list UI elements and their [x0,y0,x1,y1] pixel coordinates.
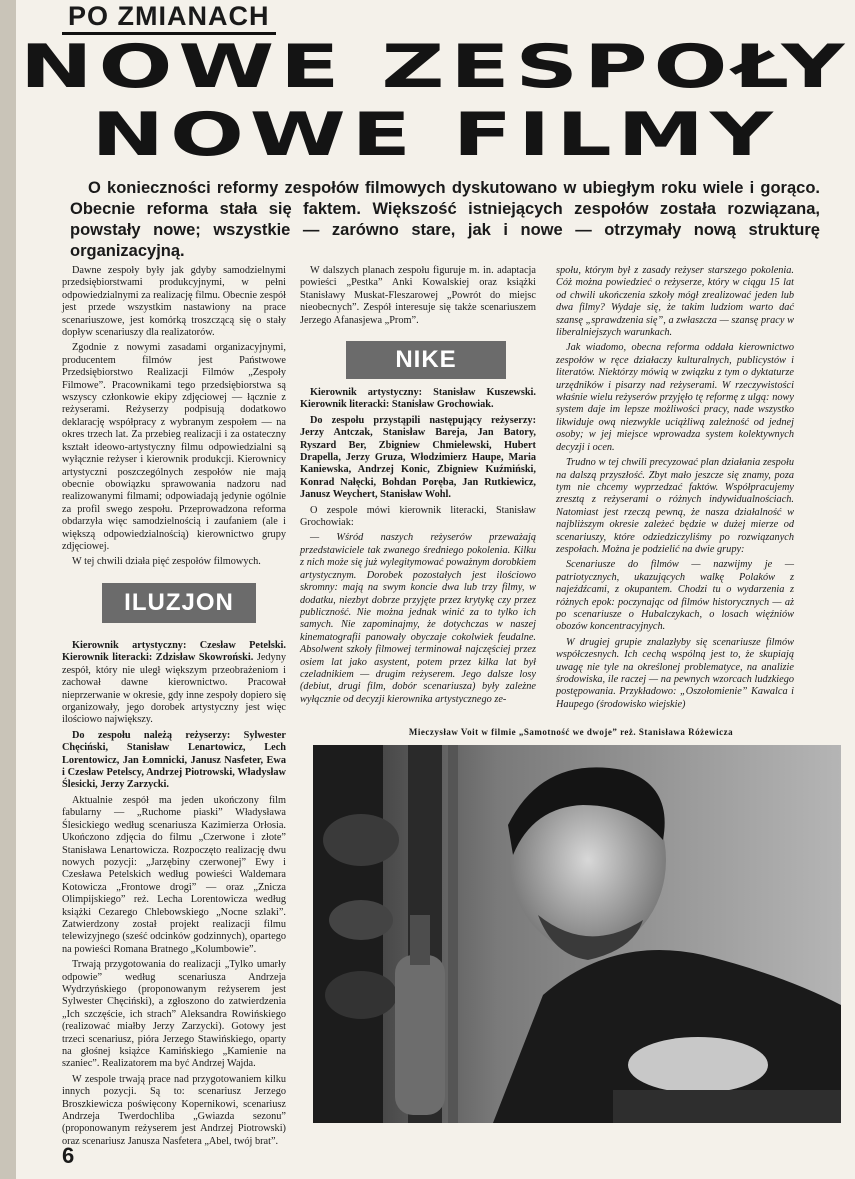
paragraph: W drugiej grupie znalazłyby się scenariusze filmów współczesnych. Ich cechą wspólną jest to, że skupiają uwagę nie tyle na określonej problematyce, na analizie środowiska, ile raczej — na pewnych wzorcach ludzkiego postępowania. Przykładowo: „Oszołomienie” Kawalca i Haupego (środowisko wiejskie) [556,636,794,710]
paragraph [62,730,286,792]
nike-leaders: Kierownik artystyczny: Stanisław Kuszewski. Kierownik literacki: Stanisław Grochowiak. [300,387,536,411]
paragraph: W dalszych planach zespołu figuruje m. in. adaptacja powieści „Pestka” Anki Kowalskiej oraz książki Stanisławy Muskat-Fleszarowej „Powrót do miejsc nieobecnych”. Zespół interesuje się także scenariuszem Jerzego Afanasjewa „Prom”. [300,265,536,326]
paragraph: Zgodnie z nowymi zasadami organizacyjnymi, producentem filmów jest Państwowe Przedsiębiorstwo Realizacji Filmów „Zespoły Filmowe”. Pracownikami tego przedsiębiorstwa są wszyscy członkowie ekipy zdjęciowej — łącznie z reżyserami. Reżyserzy podpisują dodatkowo deklarację współpracy z wybranym zespołem — na okres trzech lat. Za przebieg realizacji i za ostateczny kształt ideowo-artystyczny filmu odpowiedzialni są wyłącznie reżyser i kierownik produkcji. Kierownicy artystyczni poszczególnych zespołów nie mają obecnie obowiązku sprawowania nadzoru nad realizowanymi filmami; odpowiadają jedynie ogólnie za profil swego zespołu. Przeprowadzona reforma obdarzyła więc samodzielnością i zaufaniem (ale i większą odpowiedzialnością) kierownictwo grupy zdjęciowej. [62,342,286,552]
photo-caption: Mieczysław Voit w filmie „Samotność we dwoje” reż. Stanisława Różewicza [408,727,734,737]
paragraph [300,415,536,502]
column-1-bottom [62,640,286,1151]
page-edge [0,0,16,1179]
nike-heading-badge: NIKE [346,341,506,379]
column-1-top [62,265,286,572]
column-3 [556,265,794,714]
nike-directors: Do zespołu przystąpili następujący reżyserzy: Jerzy Antczak, Stanisław Bareja, Jan Batory, Ryszard Ber, Zbigniew Chmielewski, Hubert Drapella, Jerzy Gruza, Włodzimierz Haupe, Maria Kaniewska, Andrzej Konic, Zbigniew Kuźmiński, Konrad Nałęcki, Bohdan Poręba, Jan Rutkiewicz, Janusz Weychert, Stanisław Wohl. [300,414,536,501]
column-2-bottom [300,387,536,709]
paragraph: Aktualnie zespół ma jeden ukończony film fabularny — „Ruchome piaski” Władysława Ślesickiego według scenariusza Kazimierza Orłosia. Ukończono zdjęcia do filmu „Czerwone i złote” Stanisława Lenartowicza. Rozpoczęto realizację dwu nowych pozycji: „Jarzębiny czerwonej” Ewy i Czesława Petelskich według powieści Waldemara Kotowicza „Frontowe drogi” — oraz „Znicza Olimpijskiego” reż. Lecha Lorentowicza według książki Cezarego Chlebowskiego „Nocne szlaki”. Zatwierdzony został projekt realizacji filmu telewizyjnego (sześć odcinków godzinnych), opartego na powieści Romana Bratnego „Kolumbowie”. [62,794,286,955]
iluzjon-heading-badge: ILUZJON [102,583,256,623]
page-number: 6 [62,1143,75,1168]
film-still-illustration [313,745,841,1123]
paragraph: Trwają przygotowania do realizacji „Tylko umarły odpowie” według scenariusza Andrzeja Wydrzyńskiego (proponowanym reżyserem jest Sylwester Chęciński), a zgłoszono do zatwierdzenia „Ich szczęście, ich strach” Aleksandra Rowińskiego (realizować miałby Jerzy Zarzycki). Gotowy jest trzeci scenariusz, pióra Jerzego Stawińskiego, oparty na głośnej książce Kamińskiego „Kamienie na szaniec”. Realizatorem ma być Andrzej Wajda. [62,959,286,1070]
quote-paragraph: — Wśród naszych reżyserów przeważają przedstawiciele tak zwanego średniego pokolenia. Kilku z nich może się już wylegitymować poważnym dorobkiem artystycznym. Dorobek pozostałych jest ilościowo skromny: mają na swym koncie dwa lub trzy filmy, w dodatku, niezbyt dobrze przyjęte przez krytykę czy przez publiczność. Nie można jednak winić za to tylko ich samych. Nie zapominajmy, że dotychczas w naszej kinematografii panowały obyczaje cokolwiek feudalne. Absolwent szkoły filmowej terminował najczęściej przez osiem lat jako asystent, potem przez kilka lat był czeladnikiem — drugim reżyserem. Jego dalsze losy (debiut, drugi film, dobór scenariusza) były zależne wyłącznie od decyzji kierownika artystycznego ze- [300,532,536,705]
paragraph: Dawne zespoły były jak gdyby samodzielnymi przedsiębiorstwami produkcyjnymi, w pełni odpowiedzialnymi za realizację filmu. Obecnie zespół jest przede wszystkim nastawiony na prace scenariuszowe, jest komórką troszczącą się o stały dopływ scenariuszy dla realizatorów. [62,265,286,339]
paragraph: W tej chwili działa pięć zespołów filmowych. [72,556,261,568]
film-still-photo [313,745,841,1123]
iluzjon-directors: Do zespołu należą reżyserzy: Sylwester Chęciński, Stanisław Lenartowicz, Lech Lorentowicz, Jan Łomnicki, Janusz Nasfeter, Ewa i Czesław Petelscy, Andrzej Piotrowski, Władysław Ślesicki, Jerzy Zarzycki. [62,729,286,791]
iluzjon-intro: Jedyny zespół, który nie uległ większym przeobrażeniom i zachował dawne kierownictwo. Pracował nieprzerwanie w okresie, gdy inne zespoły dopiero się organizowały, jego dorobek artystyczny jest więc ilościowo największy. [62,652,286,726]
paragraph: społu, którym był z zasady reżyser starszego pokolenia. Cóż można powiedzieć o reżyserze, który w ciągu 15 lat od chwili ukończenia szkoły mógł zrealizować jeden lub dwa filmy? Wydaje się, że takim ludziom warto dać szansę „sprawdzenia się”, a zwłaszcza — szansę pracy w liberalniejszych warunkach. [556,265,794,339]
paragraph: W zespole trwają prace nad przygotowaniem kilku innych pozycji. Są to: scenariusz Jerzego Broszkiewicza poświęcony Kopernikowi, scenariusz Andrzeja Twerdochliba „Gwiazda sezonu” (proponowanym reżyserem jest Andrzej Piotrowski) oraz scenariusz Janusza Nasfetera „Abel, twój brat”. [62,1073,286,1147]
paragraph: Jak wiadomo, obecna reforma oddała kierownictwo zespołów w ręce działaczy kulturalnych, publicystów i literatów. Niektórzy mówią w związku z tym o dyktaturze urzędników i pisarzy nad reżyserami. W rzeczywistości właśnie wielu reżyserów przyjęło tę reformę z ulgą: nowy system daje im lepsze możliwości pracy, nade wszystko likwiduje ową niezwykle uciążliwą zależność od jednej osoby; w jej miejsce wprowadza system kolektywnych decyzji i ocen. [556,342,794,453]
section-label: PO ZMIANACH [62,0,276,35]
paragraph: Trudno w tej chwili precyzować plan działania zespołu na dalszą przyszłość. Zbyt mało jeszcze się znamy, poza tym nie chcemy wyprzedzać faktów. Współpracujemy zresztą z reżyserami o różnych indywidualnościach. Natomiast jest rzeczą pewną, że nasza działalność w najbliższym okresie zależeć będzie w dużej mierze od scenariuszy, które odziedziczyliśmy po rozwiązanych zespołach. Można je podzielić na dwie grupy: [556,457,794,555]
paragraph: O zespole mówi kierownik literacki, Stanisław Grochowiak: [300,504,536,529]
headline-line-2: NOWE FILMY [91,100,779,170]
column-2-top [300,265,536,330]
lead-paragraph: O konieczności reformy zespołów filmowych dyskutowano w ubiegłym roku wiele i gorąco. Obecnie reforma stała się faktem. Większość istniejących zespołów została rozwiązana, powstały nowe; wszystkie — zarówno stare, jak i nowe — otrzymały nową strukturę organizacyjną. [70,179,820,260]
paragraph [300,387,536,412]
paragraph [62,640,286,727]
iluzjon-leaders: Kierownik artystyczny: Czesław Petelski. Kierownik literacki: Zdzisław Skowroński. [62,640,286,664]
paragraph: Scenariusze do filmów — nazwijmy je — patriotycznych, ukazujących walkę Polaków z najeźdźcami, z okupantem. Chodzi tu o wydarzenia z różnych epok: poczynając od filmów historycznych — aż po scenariusze o Hubalczykach, o losach więźniów obozów koncentracyjnych. [556,559,794,633]
headline-line-1: NOWE ZESPOŁY [19,32,851,102]
